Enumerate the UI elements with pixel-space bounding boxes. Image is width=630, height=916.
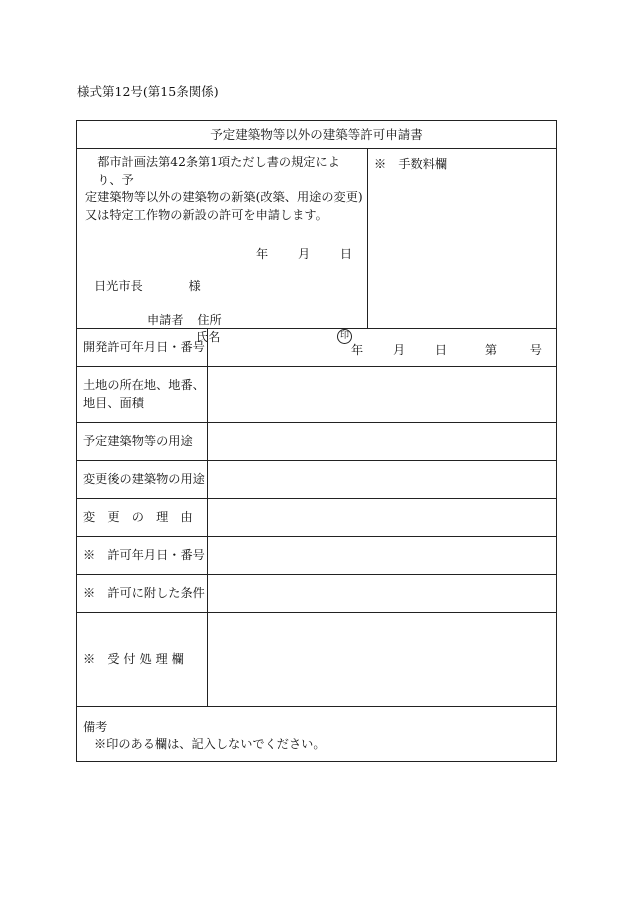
location-line-1: 土地の所在地、地番、 [83, 378, 205, 392]
dev-permit-date-number [351, 341, 542, 358]
reception-label: ※ 受 付 処 理 欄 [83, 652, 184, 666]
date-year: 年 [256, 247, 269, 261]
permit-date-label: ※ 許可年月日・番号 [83, 548, 205, 562]
addressee-name: 日光市長 [94, 279, 143, 293]
dev-year: 年 [351, 343, 364, 357]
seal-mark: 印 [337, 329, 352, 344]
dev-month: 月 [392, 343, 406, 357]
reason-label: 変 更 の 理 由 [83, 510, 193, 524]
row-divider [77, 536, 556, 537]
application-form [76, 120, 557, 762]
name-label: 氏名 [196, 330, 221, 344]
row-divider [77, 706, 556, 707]
addressee [94, 277, 201, 294]
dev-permit-label: 開発許可年月日・番号 [83, 340, 205, 354]
statement-line-2: 定建築物等以外の建築物の新築(改築、用途の変更) [85, 190, 363, 204]
dev-day: 日 [434, 343, 448, 357]
planned-use-label: 予定建築物等の用途 [83, 434, 193, 448]
location-line-2: 地目、面積 [83, 396, 144, 410]
changed-use-label: 変更後の建築物の用途 [83, 472, 205, 486]
location-label [83, 376, 205, 412]
application-statement-cell [77, 148, 368, 344]
notes-title: 備考 [83, 720, 108, 734]
addressee-suffix: 様 [188, 279, 201, 293]
statement-line-3: 又は特定工作物の新設の許可を申請します。 [85, 207, 328, 222]
applicant-label: 申請者 [147, 313, 184, 327]
column-divider [207, 328, 208, 706]
dev-no: 第 [484, 343, 497, 357]
applicant-address-line [147, 311, 222, 328]
row-divider [77, 328, 556, 329]
notes-text: ※印のある欄は、記入しないでください。 [94, 737, 326, 751]
row-divider [77, 498, 556, 499]
fee-label: ※ 手数料欄 [374, 157, 448, 171]
row-divider [77, 460, 556, 461]
date-month: 月 [297, 247, 311, 261]
address-label: 住所 [197, 313, 222, 327]
row-divider [77, 366, 556, 367]
application-date [256, 245, 352, 262]
form-number-label: 様式第12号(第15条関係) [77, 84, 219, 99]
date-day: 日 [339, 247, 353, 261]
row-divider [77, 574, 556, 575]
row-divider [77, 612, 556, 613]
form-title: 予定建築物等以外の建築等許可申請書 [77, 121, 556, 149]
application-statement [85, 154, 363, 224]
conditions-label: ※ 許可に附した条件 [83, 586, 205, 600]
statement-line-1: 都市計画法第42条第1項ただし書の規定により、予 [97, 155, 340, 187]
row-divider [77, 422, 556, 423]
dev-number-suffix: 号 [529, 343, 542, 357]
